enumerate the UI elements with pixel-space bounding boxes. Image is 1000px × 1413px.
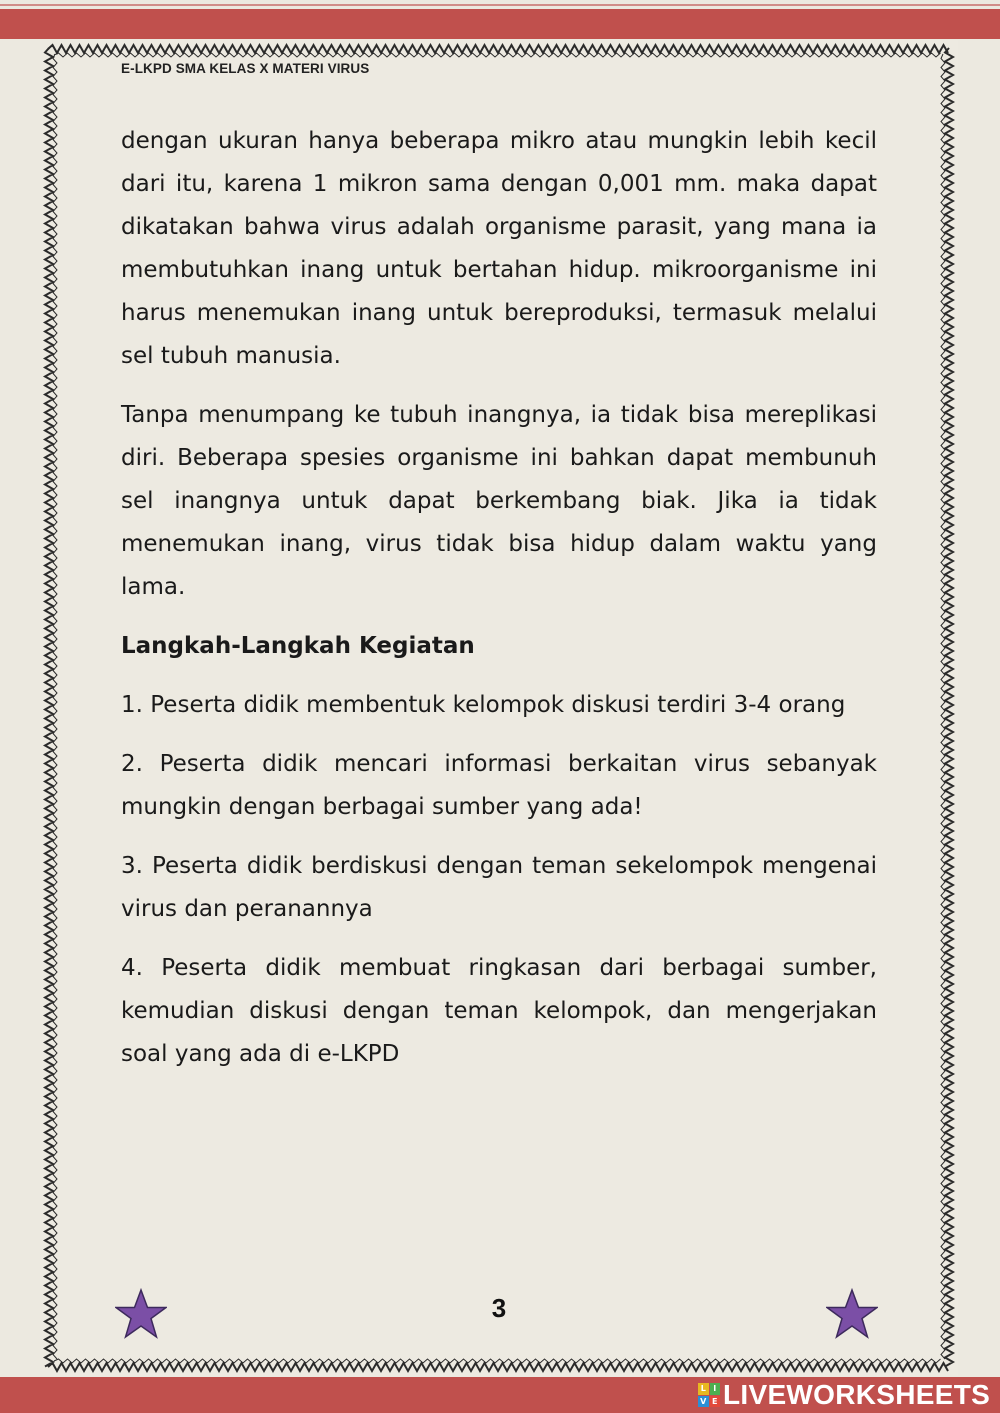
section-heading: Langkah-Langkah Kegiatan — [121, 633, 475, 659]
liveworksheets-brand[interactable] — [698, 1378, 990, 1412]
document-header: E-LKPD SMA KELAS X MATERI VIRUS — [121, 61, 370, 76]
page-number: 3 — [491, 1293, 507, 1323]
step-item: 1. Peserta didik membentuk kelompok diskusi terdiri 3-4 orang — [121, 692, 846, 718]
step-item: 2. Peserta didik mencari informasi berkaitan virus sebanyak mungkin dengan berbagai sumber yang ada! — [121, 751, 877, 820]
paragraph-virus-host: Tanpa menumpang ke tubuh inangnya, ia tidak bisa mereplikasi diri. Beberapa spesies organisme ini bahkan dapat membunuh sel inangnya untuk dapat berkembang biak. Jika ia tidak menemukan inang, virus tidak bisa hidup dalam waktu yang lama. — [121, 402, 877, 600]
brand-name: LIVEWORKSHEETS — [723, 1379, 991, 1410]
liveworksheets-logo-icon: L I V E — [698, 1383, 720, 1407]
paragraph-virus-size: dengan ukuran hanya beberapa mikro atau mungkin lebih kecil dari itu, karena 1 mikron sama dengan 0,001 mm. maka dapat dikatakan bahwa virus adalah organisme parasit, yang mana ia membutuhkan inang untuk bertahan hidup. mikroorganisme ini harus menemukan inang untuk bereproduksi, termasuk melalui sel tubuh manusia. — [121, 128, 877, 369]
top-thin-line — [0, 4, 1000, 6]
top-red-bar — [0, 9, 1000, 39]
star-icon — [826, 1288, 878, 1340]
top-banner — [0, 0, 1000, 42]
document-page — [40, 40, 958, 1376]
step-item: 4. Peserta didik membuat ringkasan dari berbagai sumber, kemudian diskusi dengan teman kelompok, dan mengerjakan soal yang ada di e-LKPD — [121, 955, 877, 1067]
document-content — [121, 120, 877, 1092]
step-item: 3. Peserta didik berdiskusi dengan teman sekelompok mengenai virus dan peranannya — [121, 853, 877, 922]
